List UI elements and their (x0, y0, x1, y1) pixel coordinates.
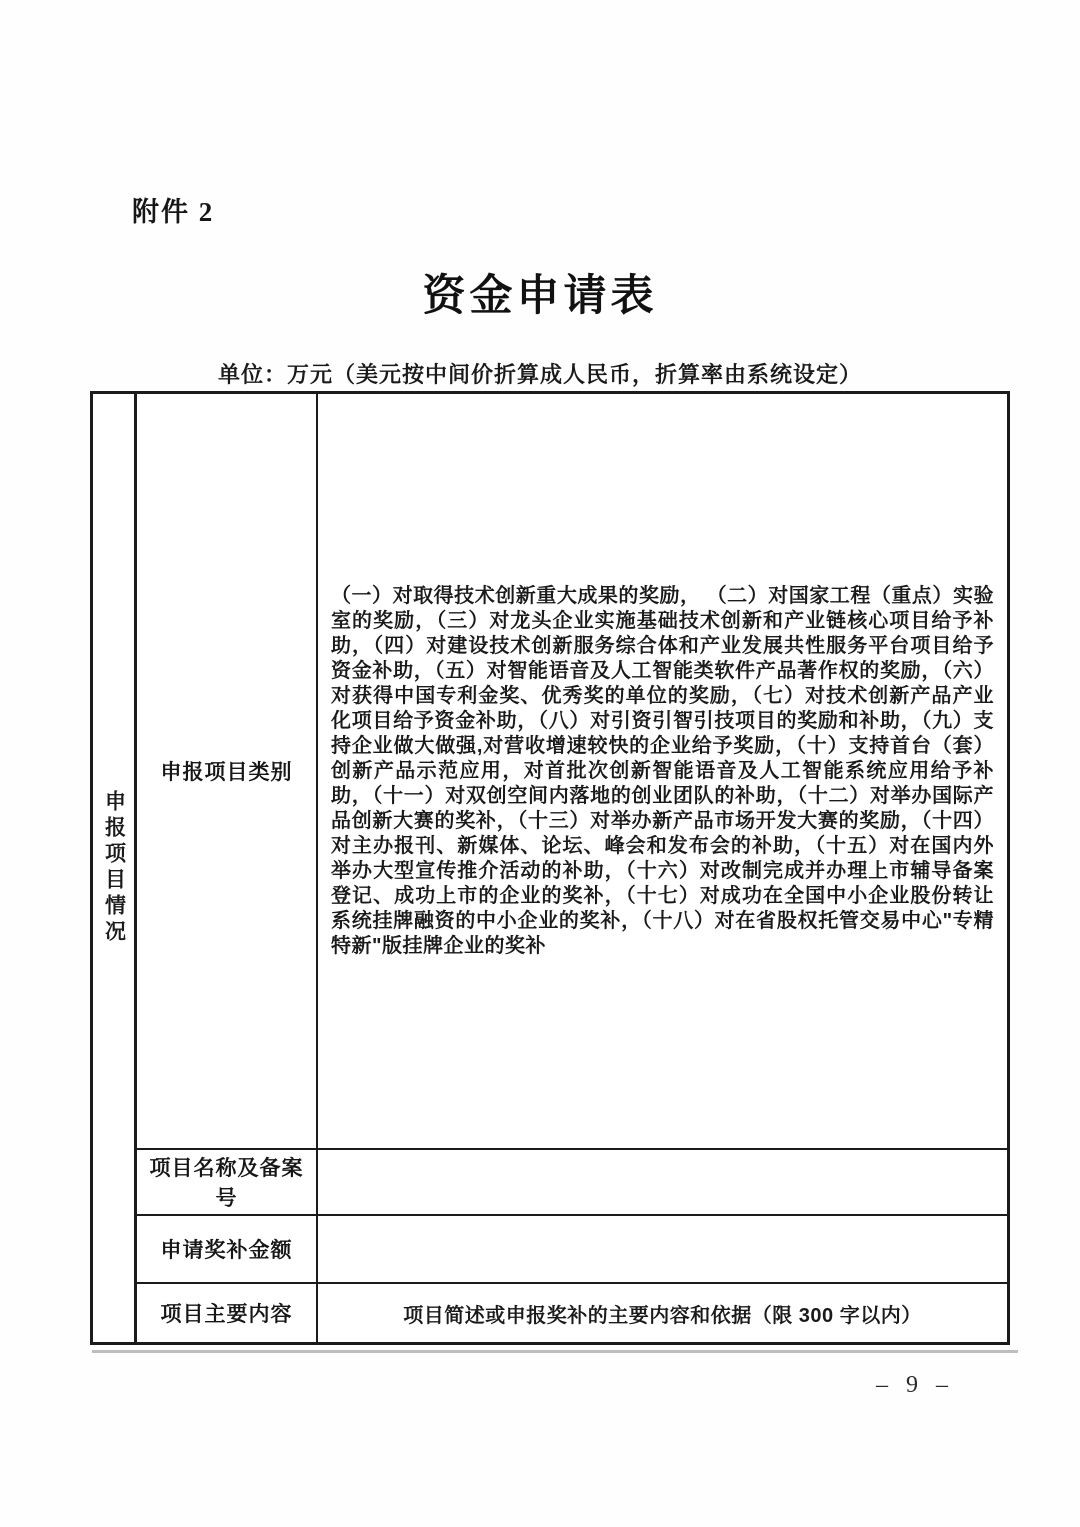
main-content-cell (318, 1284, 1007, 1342)
project-category-cell (318, 394, 1007, 1148)
attachment-label: 附件 2 (132, 197, 215, 227)
group-label-cell (93, 394, 137, 1342)
group-label-vertical: 申报项目情况 (102, 790, 126, 946)
row-label-project-category: 申报项目类别 (137, 394, 318, 1148)
unit-note: 单位：万元（美元按中间价折算成人民币，折算率由系统设定） (218, 362, 863, 387)
row-label-main-content: 项目主要内容 (137, 1284, 318, 1342)
row-label-award-amount: 申请奖补金额 (137, 1216, 318, 1282)
table-row-award-amount (137, 1214, 1007, 1282)
table-bottom-shadow (92, 1350, 1018, 1353)
table-row-project-name (137, 1148, 1007, 1214)
form-rows (137, 394, 1007, 1342)
main-content-placeholder: 项目简述或申报奖补的主要内容和依据（限 300 字以内） (403, 1304, 922, 1327)
table-row-main-content (137, 1282, 1007, 1342)
page-number: – 9 – (876, 1372, 954, 1398)
award-amount-input-cell (318, 1216, 1007, 1282)
row-label-project-name: 项目名称及备案号 (137, 1150, 318, 1214)
project-category-text: （一）对取得技术创新重大成果的奖励， （二）对国家工程（重点）实验室的奖励，（三）对龙头企业实施基础技术创新和产业链核心项目给予补助，（四）对建设技术创新服务综合体和产业发展共性服务平台项目给予资金补助，（五）对智能语音及人工智能类软件产品著作权的奖励，（六）对获得中国专利金奖、优秀奖的单位的奖励，（七）对技术创新产品产业化项目给予资金补助，（八）对引资引智引技项目的奖励和补助，（九）支持企业做大做强,对营收增速较快的企业给予奖励，（十）支持首台（套）创新产品示范应用，对首批次创新智能语音及人工智能系统应用给予补助，（十一）对双创空间内落地的创业团队的补助，（十二）对举办国际产品创新大赛的奖补，（十三）对举办新产品市场开发大赛的奖励，（十四）对主办报刊、新媒体、论坛、峰会和发布会的补助，（十五）对在国内外举办大型宣传推介活动的补助，（十六）对改制完成并办理上市辅导备案登记、成功上市的企业的奖补，（十七）对成功在全国中小企业股份转让系统挂牌融资的中小企业的奖补，（十八）对在省股权托管交易中心"专精特新"版挂牌企业的奖补 (331, 584, 994, 957)
application-form-table (90, 391, 1010, 1345)
table-row-project-category (137, 394, 1007, 1148)
project-name-input-cell (318, 1150, 1007, 1214)
page-title: 资金申请表 (422, 273, 658, 320)
